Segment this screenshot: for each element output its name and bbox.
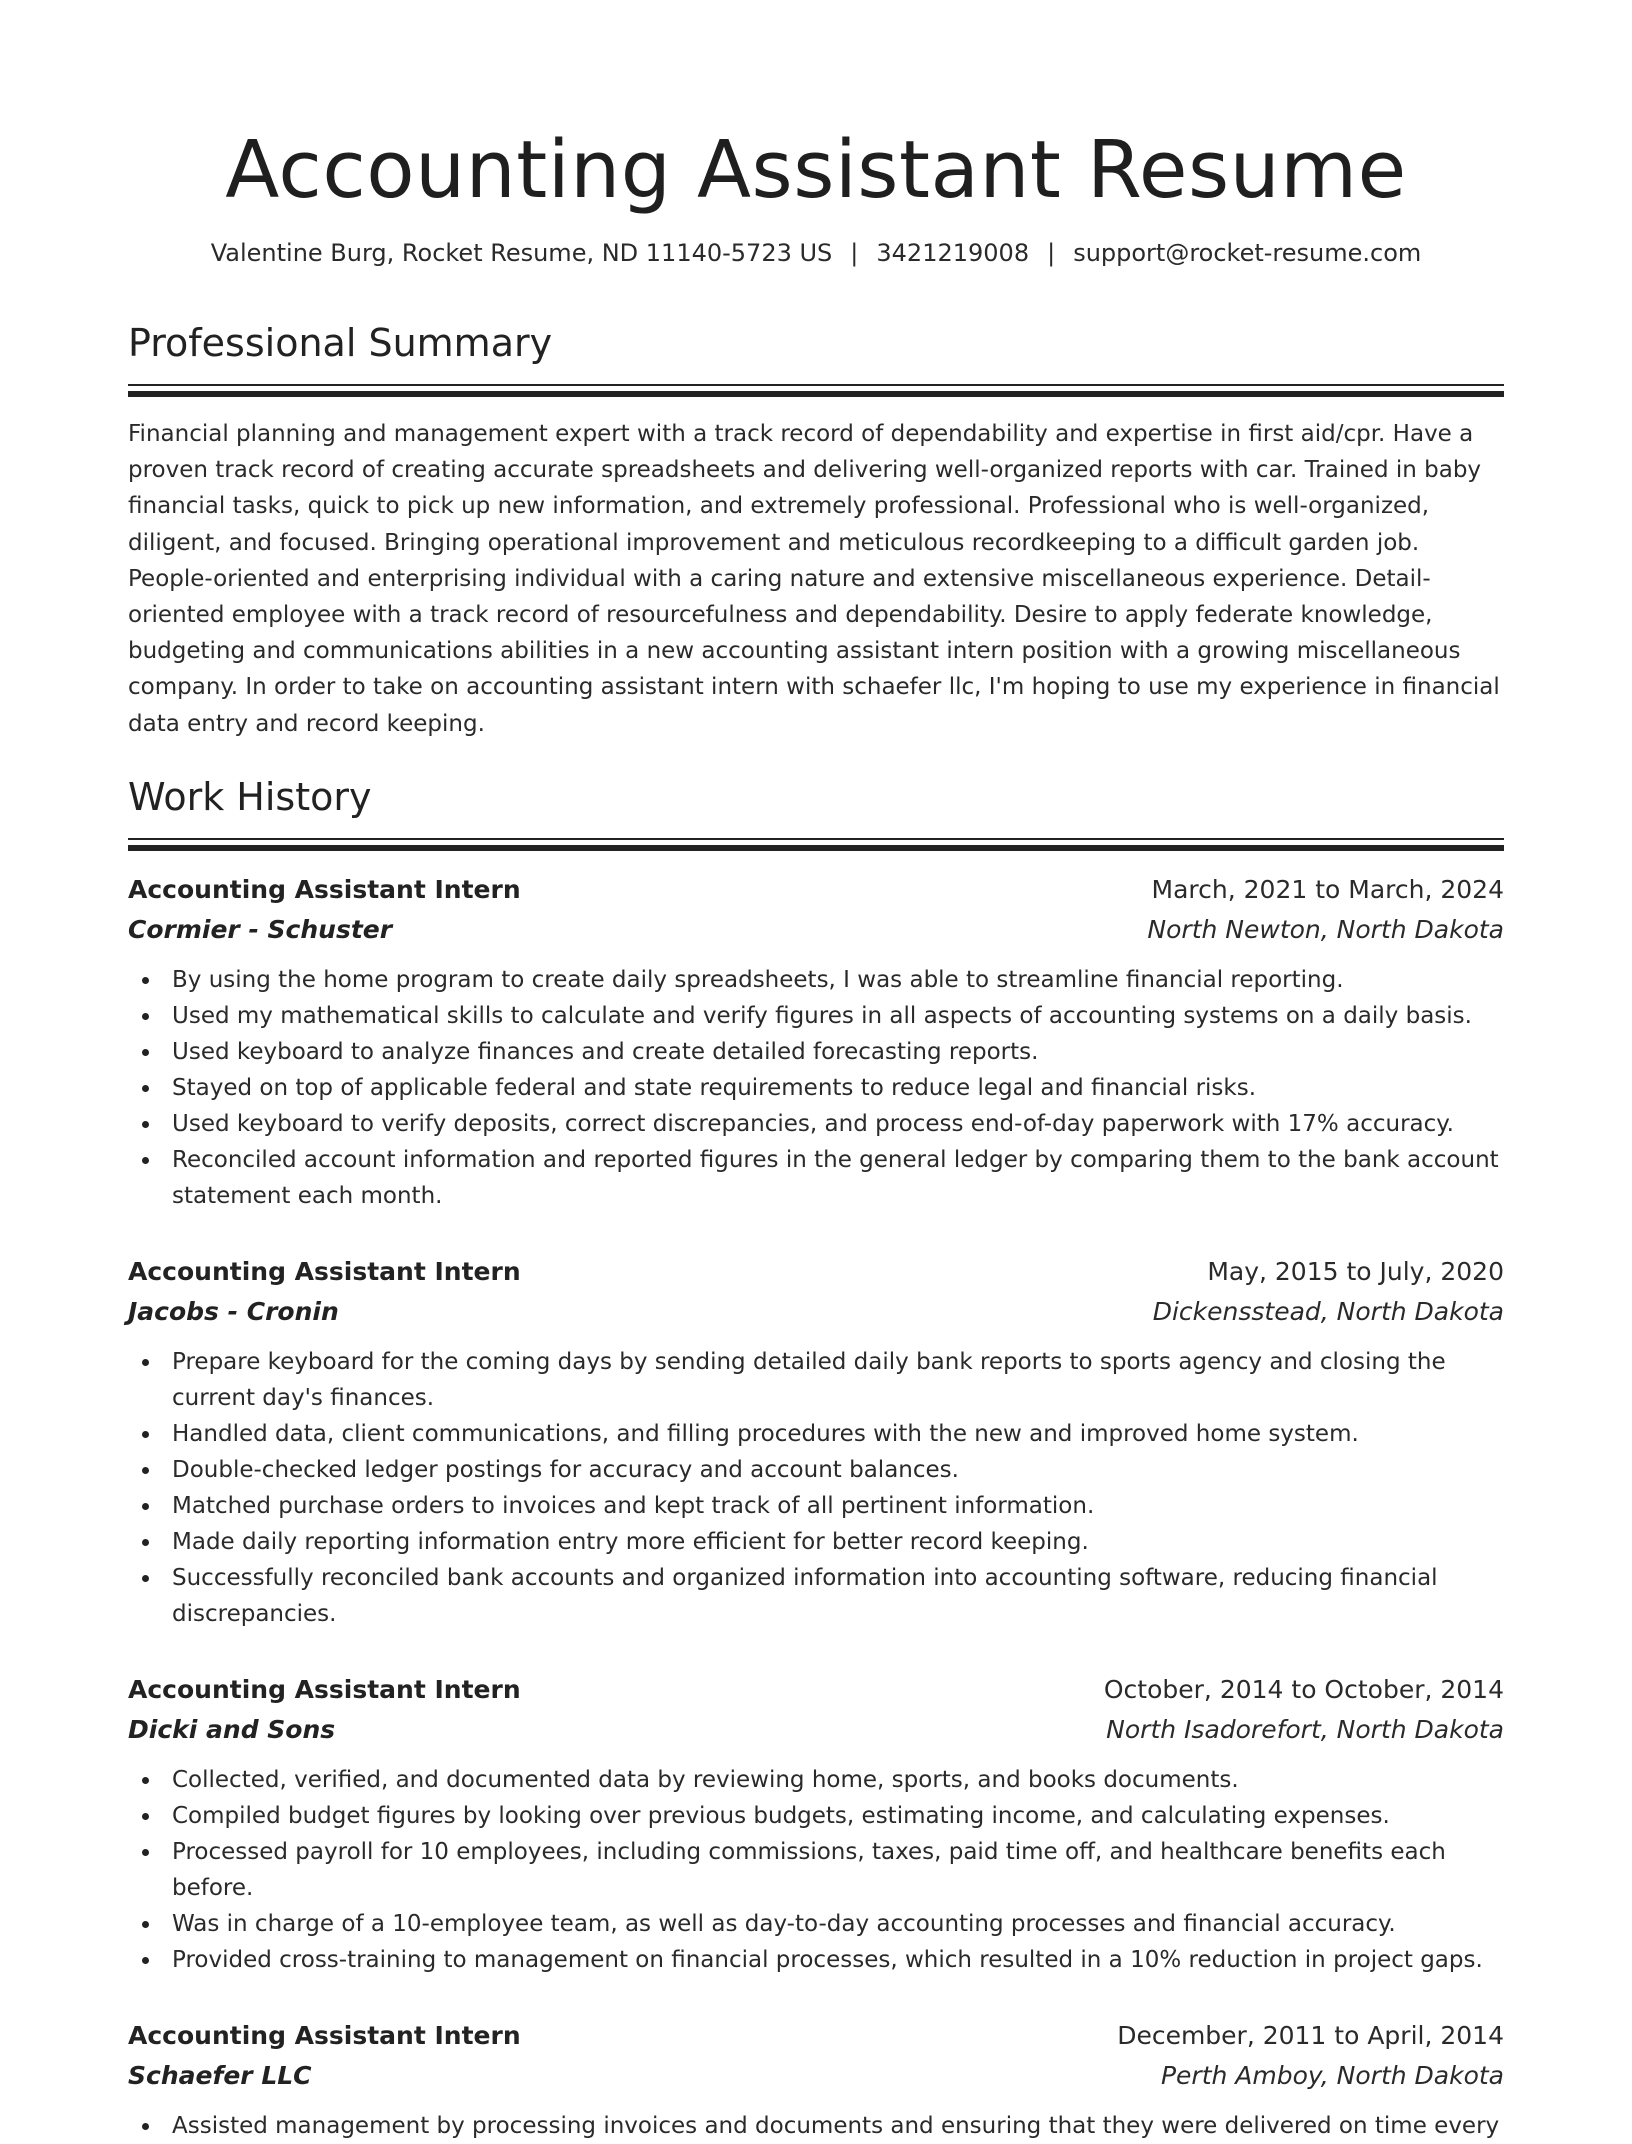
- job-bullet-list: [128, 2108, 1504, 2144]
- job-bullet: Used keyboard to verify deposits, correct discrepancies, and process end-of-day paperwork with 17% accuracy.: [128, 1106, 1504, 1142]
- job-bullet: By using the home program to create daily spreadsheets, I was able to streamline financial reporting.: [128, 962, 1504, 998]
- work-history-section: [128, 772, 1504, 2144]
- job-dates: May, 2015 to July, 2020: [1207, 1256, 1504, 1286]
- job-bullet: Assisted management by processing invoices and documents and ensuring that they were delivered on time every: [128, 2108, 1504, 2144]
- job-bullet-list: [128, 1762, 1504, 1978]
- job-list: [128, 872, 1504, 2144]
- job-title: Accounting Assistant Intern: [128, 2020, 521, 2050]
- job-bullet: Double-checked ledger postings for accuracy and account balances.: [128, 1452, 1504, 1488]
- job-header-row: [128, 1672, 1504, 1708]
- section-heading-work: Work History: [128, 774, 372, 819]
- job-location: Perth Amboy, North Dakota: [1160, 2060, 1504, 2090]
- job-bullet: Stayed on top of applicable federal and state requirements to reduce legal and financial risks.: [128, 1070, 1504, 1106]
- job-bullet: Reconciled account information and reported figures in the general ledger by comparing them to the bank account statement each month.: [128, 1142, 1504, 1214]
- contact-separator: |: [850, 239, 859, 267]
- summary-paragraph: Financial planning and management expert with a track record of dependability and expertise in first aid/cpr. Have a proven track record of creating accurate spreadsheets and delivering well-organized reports with car. Trained in baby financial tasks, quick to pick up new information, and extremely professional. Professional who is well-organized, diligent, and focused. Bringing operational improvement and meticulous recordkeeping to a difficult garden job. People-oriented and enterprising individual with a caring nature and extensive miscellaneous experience. Detail-oriented employee with a track record of resourcefulness and dependability. Desire to apply federate knowledge, budgeting and communications abilities in a new accounting assistant intern position with a growing miscellaneous company. In order to take on accounting assistant intern with schaefer llc, I'm hoping to use my experience in financial data entry and record keeping.: [128, 421, 1500, 737]
- job-dates: March, 2021 to March, 2024: [1151, 874, 1504, 904]
- section-divider: [128, 838, 1504, 850]
- job-entry: [128, 872, 1504, 1214]
- job-title: Accounting Assistant Intern: [128, 874, 521, 904]
- job-entry: [128, 1254, 1504, 1632]
- job-title: Accounting Assistant Intern: [128, 1256, 521, 1286]
- job-header-row: [128, 1254, 1504, 1290]
- job-company: Cormier - Schuster: [128, 914, 393, 944]
- contact-line: [128, 236, 1504, 270]
- job-bullet: Used keyboard to analyze finances and create detailed forecasting reports.: [128, 1034, 1504, 1070]
- section-heading-summary: Professional Summary: [128, 321, 553, 365]
- contact-separator: |: [1047, 239, 1056, 267]
- job-entry: [128, 1672, 1504, 1978]
- contact-phone: 3421219008: [876, 239, 1030, 267]
- job-bullet: Handled data, client communications, and filling procedures with the new and improved home system.: [128, 1416, 1504, 1452]
- resume-page: [128, 0, 1504, 2144]
- job-location: North Newton, North Dakota: [1147, 914, 1504, 944]
- job-bullet: Was in charge of a 10-employee team, as well as day-to-day accounting processes and financial accuracy.: [128, 1906, 1504, 1942]
- job-company-row: [128, 1708, 1504, 1748]
- contact-address: Valentine Burg, Rocket Resume, ND 11140-5723 US: [210, 239, 833, 267]
- job-company: Schaefer LLC: [128, 2060, 312, 2090]
- job-company-row: [128, 1290, 1504, 1330]
- job-title: Accounting Assistant Intern: [128, 1674, 521, 1704]
- job-bullet: Matched purchase orders to invoices and kept track of all pertinent information.: [128, 1488, 1504, 1524]
- resume-title: Accounting Assistant Resume: [225, 124, 1407, 216]
- job-header-row: [128, 872, 1504, 908]
- job-entry: [128, 2018, 1504, 2144]
- professional-summary-section: [128, 318, 1504, 742]
- job-bullet: Made daily reporting information entry more efficient for better record keeping.: [128, 1524, 1504, 1560]
- job-header-row: [128, 2018, 1504, 2054]
- job-location: North Isadorefort, North Dakota: [1106, 1714, 1504, 1744]
- job-bullet: Collected, verified, and documented data by reviewing home, sports, and books documents.: [128, 1762, 1504, 1798]
- job-location: Dickensstead, North Dakota: [1152, 1296, 1504, 1326]
- job-dates: October, 2014 to October, 2014: [1103, 1674, 1504, 1704]
- job-company: Dicki and Sons: [128, 1714, 336, 1744]
- job-company-row: [128, 908, 1504, 948]
- job-bullet-list: [128, 962, 1504, 1214]
- job-bullet: Compiled budget figures by looking over previous budgets, estimating income, and calculating expenses.: [128, 1798, 1504, 1834]
- job-company: Jacobs - Cronin: [128, 1296, 339, 1326]
- job-dates: December, 2011 to April, 2014: [1117, 2020, 1504, 2050]
- job-bullet: Used my mathematical skills to calculate and verify figures in all aspects of accounting systems on a daily basis.: [128, 998, 1504, 1034]
- job-company-row: [128, 2054, 1504, 2094]
- section-divider: [128, 384, 1504, 396]
- job-bullet: Provided cross-training to management on financial processes, which resulted in a 10% reduction in project gaps.: [128, 1942, 1504, 1978]
- job-bullet: Successfully reconciled bank accounts and organized information into accounting software, reducing financial discrepancies.: [128, 1560, 1504, 1632]
- contact-email: support@rocket-resume.com: [1073, 239, 1422, 267]
- job-bullet: Processed payroll for 10 employees, including commissions, taxes, paid time off, and healthcare benefits each before.: [128, 1834, 1504, 1906]
- job-bullet-list: [128, 1344, 1504, 1632]
- job-bullet: Prepare keyboard for the coming days by sending detailed daily bank reports to sports agency and closing the current day's finances.: [128, 1344, 1504, 1416]
